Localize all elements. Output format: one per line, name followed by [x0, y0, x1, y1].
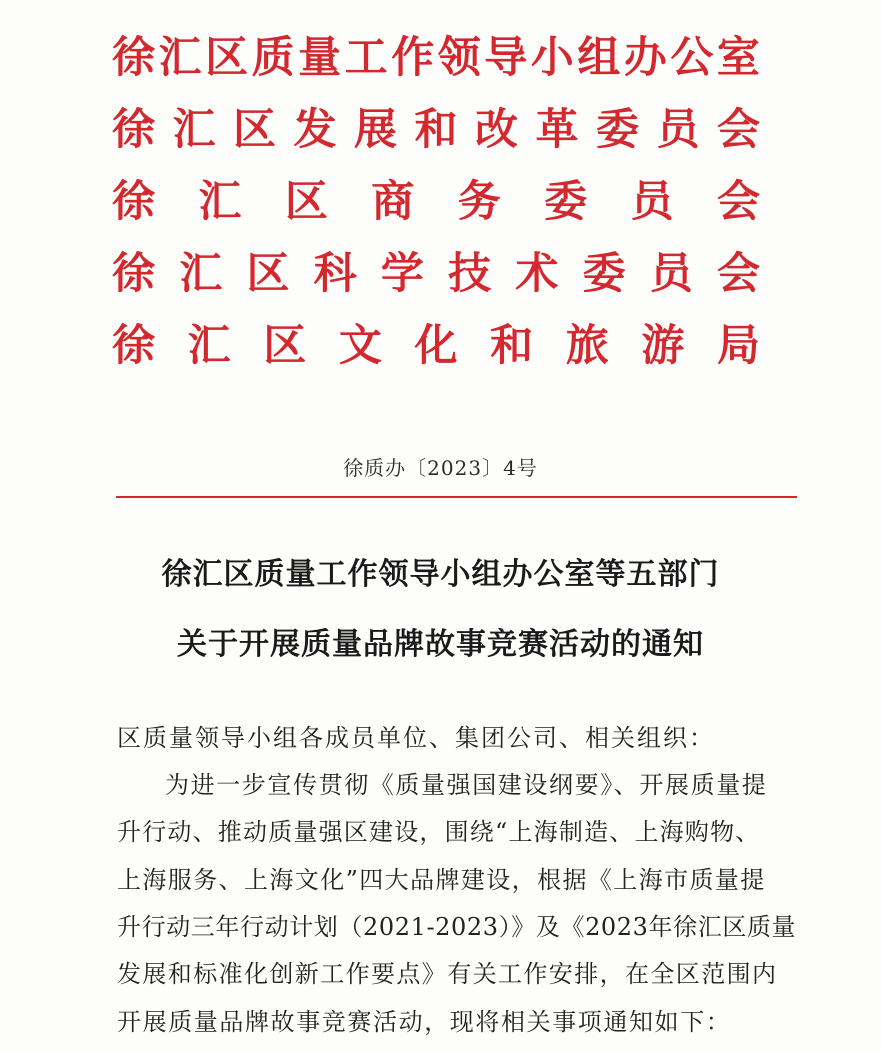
issuer-char: 员: [656, 104, 700, 155]
document-number: 徐质办〔2023〕4号: [343, 456, 538, 480]
issuer-char: 室: [716, 32, 760, 83]
issuer-char: 会: [716, 176, 760, 227]
issuer-char: 区: [263, 320, 307, 371]
issuer-char: 质: [251, 32, 295, 83]
body-line-3: 上海服务、上海文化”四大品牌建设，根据《上海市质量提: [117, 866, 766, 894]
issuer-char: 革: [535, 104, 579, 155]
issuer-char: 徐: [112, 248, 155, 299]
body-line-6: 开展质量品牌故事竞赛活动，现将相关事项通知如下：: [117, 1008, 732, 1036]
issuer-char: 汇: [187, 320, 231, 371]
issuer-char: 会: [717, 104, 760, 155]
issuer-header: [112, 22, 760, 382]
issuer-char: 和: [414, 104, 458, 155]
issuer-char: 领: [437, 32, 481, 83]
issuer-char: 务: [457, 176, 501, 227]
body-line-5: 发展和标准化创新工作要点》有关工作安排，在全区范围内: [117, 960, 778, 988]
issuer-char: 学: [380, 248, 424, 299]
issuer-line: [112, 22, 760, 94]
salutation: 区质量领导小组各成员单位、集团公司、相关组织：: [117, 724, 715, 752]
red-divider-line: [116, 496, 797, 498]
issuer-char: 办: [623, 32, 667, 83]
issuer-char: 员: [630, 176, 674, 227]
issuer-char: 公: [670, 32, 714, 83]
issuer-char: 导: [484, 32, 528, 83]
document-title-line-2: 关于开展质量品牌故事竞赛活动的通知: [177, 627, 704, 662]
issuer-char: 徐: [112, 176, 155, 227]
issuer-line: [112, 94, 760, 166]
issuer-char: 区: [246, 248, 290, 299]
issuer-char: 委: [582, 248, 626, 299]
body-line-2: 升行动、推动质量强区建设，围绕“上海制造、上海购物、: [117, 818, 761, 846]
issuer-char: 小: [530, 32, 574, 83]
issuer-char: 员: [649, 248, 693, 299]
issuer-char: 文: [338, 320, 382, 371]
issuer-char: 发: [293, 104, 337, 155]
issuer-char: 化: [414, 320, 458, 371]
issuer-char: 委: [596, 104, 639, 155]
issuer-char: 和: [490, 320, 534, 371]
issuer-char: 局: [717, 320, 760, 371]
issuer-char: 量: [298, 32, 342, 83]
issuer-char: 展: [354, 104, 397, 155]
issuer-line: [112, 166, 760, 238]
issuer-char: 徐: [112, 104, 155, 155]
issuer-char: 区: [205, 32, 249, 83]
issuer-char: 游: [641, 320, 685, 371]
issuer-char: 汇: [179, 248, 223, 299]
issuer-char: 汇: [198, 176, 242, 227]
issuer-char: 会: [716, 248, 760, 299]
issuer-char: 技: [448, 248, 492, 299]
issuer-char: 改: [475, 104, 518, 155]
issuer-char: 商: [371, 176, 415, 227]
document-title-line-1: 徐汇区质量工作领导小组办公室等五部门: [161, 557, 720, 592]
issuer-char: 组: [577, 32, 621, 83]
issuer-char: 旅: [565, 320, 609, 371]
issuer-char: 委: [544, 176, 588, 227]
issuer-char: 汇: [172, 104, 216, 155]
issuer-char: 术: [515, 248, 559, 299]
issuer-char: 区: [284, 176, 328, 227]
issuer-char: 作: [391, 32, 435, 83]
issuer-char: 科: [313, 248, 357, 299]
body-line-1: 为进一步宣传贯彻《质量强国建设纲要》、开展质量提: [165, 771, 768, 799]
issuer-char: 徐: [112, 32, 155, 83]
issuer-char: 汇: [158, 32, 202, 83]
issuer-line: [112, 238, 760, 310]
body-line-4: 升行动三年行动计划（2021-2023）》及《2023年徐汇区质量: [117, 913, 797, 941]
issuer-char: 徐: [112, 320, 155, 371]
issuer-char: 工: [344, 32, 388, 83]
issuer-char: 区: [233, 104, 276, 155]
issuer-line: [112, 310, 760, 382]
